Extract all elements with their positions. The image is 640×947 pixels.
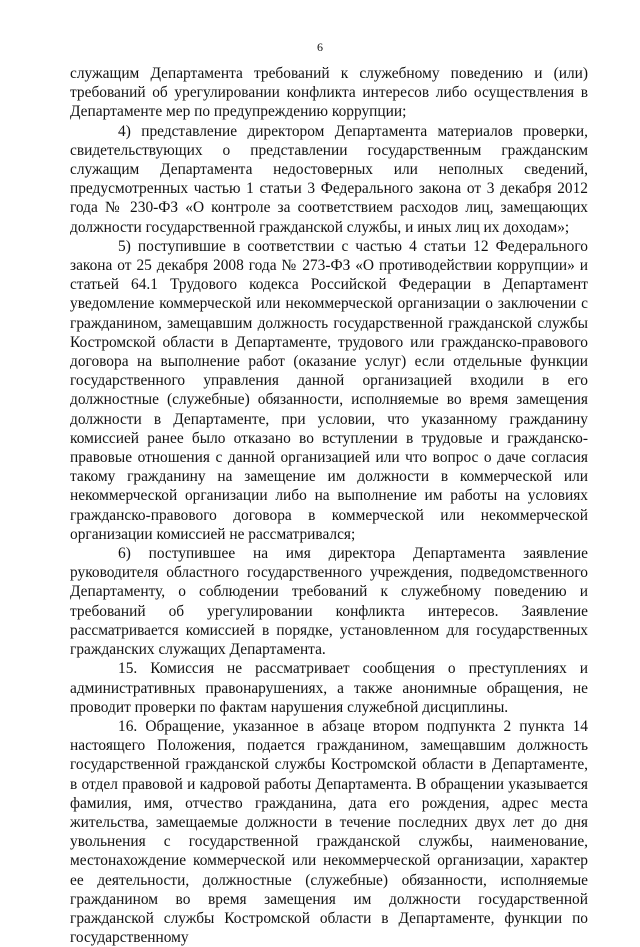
paragraph-section-16: 16. Обращение, указанное в абзаце втором подпункта 2 пункта 14 настоящего Положения, подается гражданином, замещавшим должность государственной гражданской службы Костромской области в Департаменте, в отдел правовой и кадровой работы Департамента. В обращении указывается фамилия, имя, отчество гражданина, дата его рождения, адрес места жительства, замещаемые должности в течение последних двух лет до дня увольнения с государственной гражданской службы, наименование, местонахождение коммерческой или некоммерческой организации, характер ее деятельности, должностные (служебные) обязанности, исполняемые гражданином во время замещения им должности государственной гражданской службы Костромской области в Департаменте, функции по государственному	[70, 717, 588, 947]
paragraph-continuation: служащим Департамента требований к служебному поведению и (или) требований об урегулировании конфликта интересов либо осуществления в Департаменте мер по предупреждению коррупции;	[70, 65, 588, 121]
paragraph-item-5: 5) поступившие в соответствии с частью 4 статьи 12 Федерального закона от 25 декабря 2008 года № 273-ФЗ «О противодействии коррупции» и статьей 64.1 Трудового кодекса Российской Федерации в Департамент уведомление коммерческой или некоммерческой организации о заключении с гражданином, замещавшим должность государственной гражданской службы Костромской области в Департаменте, трудового или гражданско-правового договора на выполнение работ (оказание услуг) если отдельные функции государственного управления данной организацией входили в его должностные (служебные) обязанности, исполняемые во время замещения должности в Департаменте, при условии, что указанному гражданину комиссией ранее было отказано во вступлении в трудовые и гражданско-правовые отношения с данной организацией или что вопрос о даче согласия такому гражданину на замещение им должности в коммерческой или некоммерческой организации либо на выполнение им работы на условиях гражданско-правового договора в коммерческой или некоммерческой организации комиссией не рассматривался;	[70, 237, 588, 543]
paragraph-item-4: 4) представление директором Департамента материалов проверки, свидетельствующих о представлении государственным гражданским служащим Департамента недостоверных или неполных сведений, предусмотренных частью 1 статьи 3 Федерального закона от 3 декабря 2012 года № 230-ФЗ «О контроле за соответствием расходов лиц, замещающих должности государственной гражданской службы, и иных лиц их доходам»;	[70, 122, 588, 236]
paragraph-item-6: 6) поступившее на имя директора Департамента заявление руководителя областного государственного учреждения, подведомственного Департаменту, о соблюдении требований к служебному поведению и требований об урегулировании конфликта интересов. Заявление рассматривается комиссией в порядке, установленном для государственных гражданских служащих Департамента.	[70, 545, 588, 659]
paragraph-section-15: 15. Комиссия не рассматривает сообщения о преступлениях и административных правонарушениях, а также анонимные обращения, не проводит проверки по фактам нарушения служебной дисциплины.	[70, 660, 588, 716]
document-body	[70, 64, 588, 947]
page-number: 6	[317, 40, 323, 54]
